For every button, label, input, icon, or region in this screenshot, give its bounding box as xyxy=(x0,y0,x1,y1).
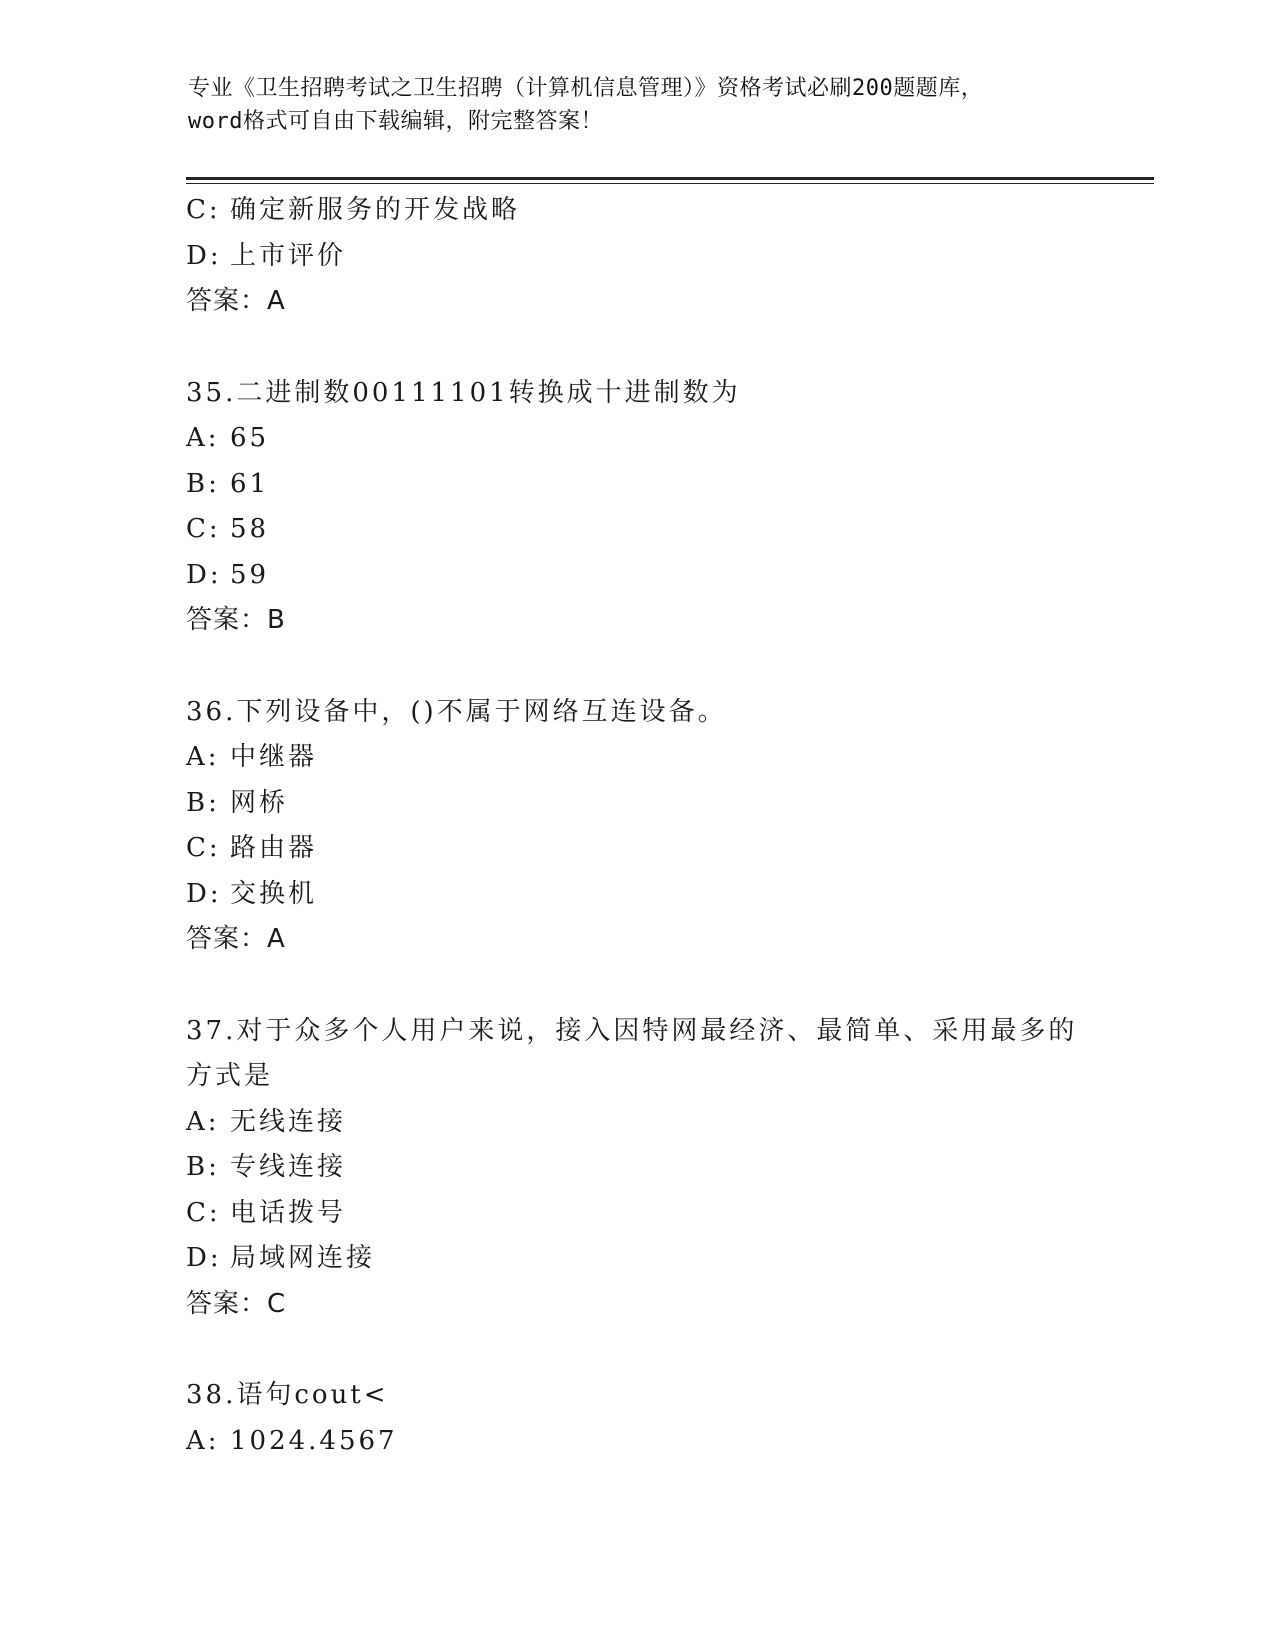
option-key: D: xyxy=(186,240,222,271)
option-key: D: xyxy=(186,1243,222,1273)
answer-line: 答案：B xyxy=(186,605,286,635)
question-36 xyxy=(186,690,1146,963)
option-key: C: xyxy=(186,195,221,225)
option-a xyxy=(186,1419,1146,1465)
question-35 xyxy=(186,371,1146,644)
answer-line: 答案：A xyxy=(186,924,286,954)
option-key: C: xyxy=(186,1197,221,1228)
option-text: 确定新服务的开发战略 xyxy=(230,195,521,225)
question-title-line-1: 37.对于众多个人用户来说，接入因特网最经济、最简单、采用最多的 xyxy=(186,1015,1078,1046)
option-c xyxy=(186,507,1146,553)
option-text: 1024.4567 xyxy=(230,1425,398,1456)
option-d xyxy=(186,234,1146,280)
question-title-line-2: 方式是 xyxy=(186,1061,274,1091)
answer-line: 答案：A xyxy=(186,286,286,316)
header-line-2: word格式可自由下载编辑，附完整答案！ xyxy=(188,109,603,134)
option-b xyxy=(186,1145,1146,1191)
option-key: A: xyxy=(186,423,220,453)
question-list xyxy=(186,188,1146,1464)
option-key: A: xyxy=(186,742,220,772)
option-text: 电话拨号 xyxy=(230,1197,347,1228)
spacer xyxy=(186,963,1146,1009)
question-title: 35.二进制数00111101转换成十进制数为 xyxy=(186,377,741,408)
option-key: D: xyxy=(186,559,222,590)
header-divider-thick xyxy=(186,177,1154,180)
header-line-1: 专业《卫生招聘考试之卫生招聘（计算机信息管理）》资格考试必刷200题题库， xyxy=(188,76,984,101)
option-c xyxy=(186,826,1146,872)
document-header xyxy=(188,72,1088,138)
spacer xyxy=(186,1327,1146,1373)
option-text: 58 xyxy=(230,514,270,544)
option-b xyxy=(186,462,1146,508)
question-37 xyxy=(186,1009,1146,1328)
spacer xyxy=(186,644,1146,690)
option-text: 65 xyxy=(230,423,270,453)
option-c xyxy=(186,1191,1146,1237)
option-text: 上市评价 xyxy=(230,240,347,271)
option-text: 无线连接 xyxy=(230,1106,347,1137)
option-key: B: xyxy=(186,1152,220,1182)
option-key: C: xyxy=(186,833,221,863)
question-title: 38.语句cout< xyxy=(186,1380,389,1410)
option-text: 路由器 xyxy=(230,833,318,863)
option-text: 专线连接 xyxy=(230,1152,347,1182)
answer-line: 答案：C xyxy=(186,1288,287,1319)
option-a xyxy=(186,1100,1146,1146)
option-key: B: xyxy=(186,468,220,499)
option-key: A: xyxy=(186,1425,220,1456)
option-text: 交换机 xyxy=(230,878,318,909)
question-title: 36.下列设备中，()不属于网络互连设备。 xyxy=(186,696,727,727)
option-text: 网桥 xyxy=(230,787,289,818)
option-d xyxy=(186,872,1146,918)
option-c xyxy=(186,188,1146,234)
prev-question-block xyxy=(186,188,1146,325)
option-a xyxy=(186,416,1146,462)
option-key: B: xyxy=(186,787,220,818)
header-divider-thin xyxy=(186,183,1154,184)
question-38 xyxy=(186,1373,1146,1464)
option-text: 中继器 xyxy=(230,742,318,772)
option-text: 局域网连接 xyxy=(230,1243,376,1273)
option-key: A: xyxy=(186,1106,220,1137)
option-text: 61 xyxy=(230,468,270,499)
option-key: D: xyxy=(186,878,222,909)
option-d xyxy=(186,553,1146,599)
spacer xyxy=(186,325,1146,371)
option-d xyxy=(186,1236,1146,1282)
option-text: 59 xyxy=(230,559,270,590)
option-a xyxy=(186,735,1146,781)
option-key: C: xyxy=(186,514,221,544)
option-b xyxy=(186,781,1146,827)
